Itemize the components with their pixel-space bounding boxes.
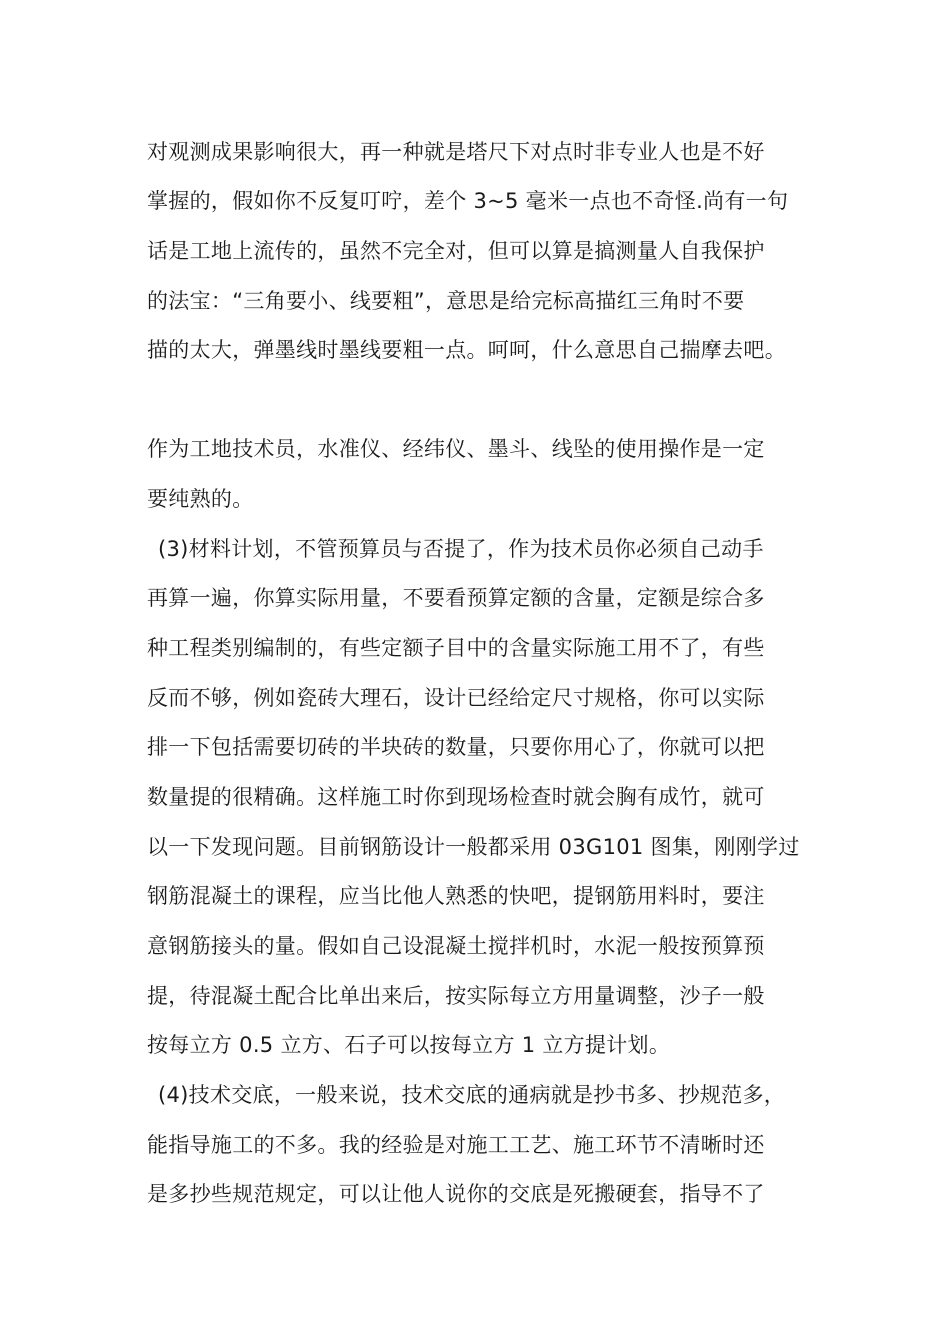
paragraph-line: 提，待混凝土配合比单出来后，按实际每立方用量调整，沙子一般 xyxy=(147,984,765,1008)
paragraph-line: 话是工地上流传的，虽然不完全对，但可以算是搞测量人自我保护 xyxy=(147,239,765,263)
paragraph-line: 作为工地技术员，水准仪、经纬仪、墨斗、线坠的使用操作是一定 xyxy=(147,437,765,461)
paragraph-line: 种工程类别编制的，有些定额子目中的含量实际施工用不了，有些 xyxy=(147,636,765,660)
paragraph-line: 意钢筋接头的量。假如自己设混凝土搅拌机时，水泥一般按预算预 xyxy=(147,934,765,958)
paragraph-line: (4)技术交底，一般来说，技术交底的通病就是抄书多、抄规范多， xyxy=(158,1083,786,1107)
paragraph-line: (3)材料计划，不管预算员与否提了，作为技术员你必须自己动手 xyxy=(158,537,764,561)
paragraph-line: 对观测成果影响很大，再一种就是塔尺下对点时非专业人也是不好 xyxy=(147,140,765,164)
paragraph-line: 数量提的很精确。这样施工时你到现场检查时就会胸有成竹，就可 xyxy=(147,785,765,809)
paragraph-line: 排一下包括需要切砖的半块砖的数量，只要你用心了，你就可以把 xyxy=(147,735,765,759)
paragraph-line: 能指导施工的不多。我的经验是对施工工艺、施工环节不清晰时还 xyxy=(147,1133,765,1157)
paragraph-line: 是多抄些规范规定，可以让他人说你的交底是死搬硬套，指导不了 xyxy=(147,1182,765,1206)
paragraph-line: 以一下发现问题。目前钢筋设计一般都采用 03G101 图集，刚刚学过 xyxy=(147,835,800,859)
paragraph-line: 掌握的，假如你不反复叮咛，差个 3~5 毫米一点也不奇怪.尚有一句 xyxy=(147,189,789,213)
paragraph-line: 的法宝：“三角要小、线要粗”，意思是给完标高描红三角时不要 xyxy=(147,289,745,313)
paragraph-line: 按每立方 0.5 立方、石子可以按每立方 1 立方提计划。 xyxy=(147,1033,671,1057)
paragraph-line: 再算一遍，你算实际用量，不要看预算定额的含量，定额是综合多 xyxy=(147,586,765,610)
paragraph-line: 描的太大，弹墨线时墨线要粗一点。呵呵，什么意思自己揣摩去吧。 xyxy=(147,338,786,362)
paragraph-line: 反而不够，例如瓷砖大理石，设计已经给定尺寸规格，你可以实际 xyxy=(147,686,765,710)
paragraph-line: 要纯熟的。 xyxy=(147,487,254,511)
paragraph-line: 钢筋混凝土的课程，应当比他人熟悉的快吧，提钢筋用料时，要注 xyxy=(147,884,765,908)
